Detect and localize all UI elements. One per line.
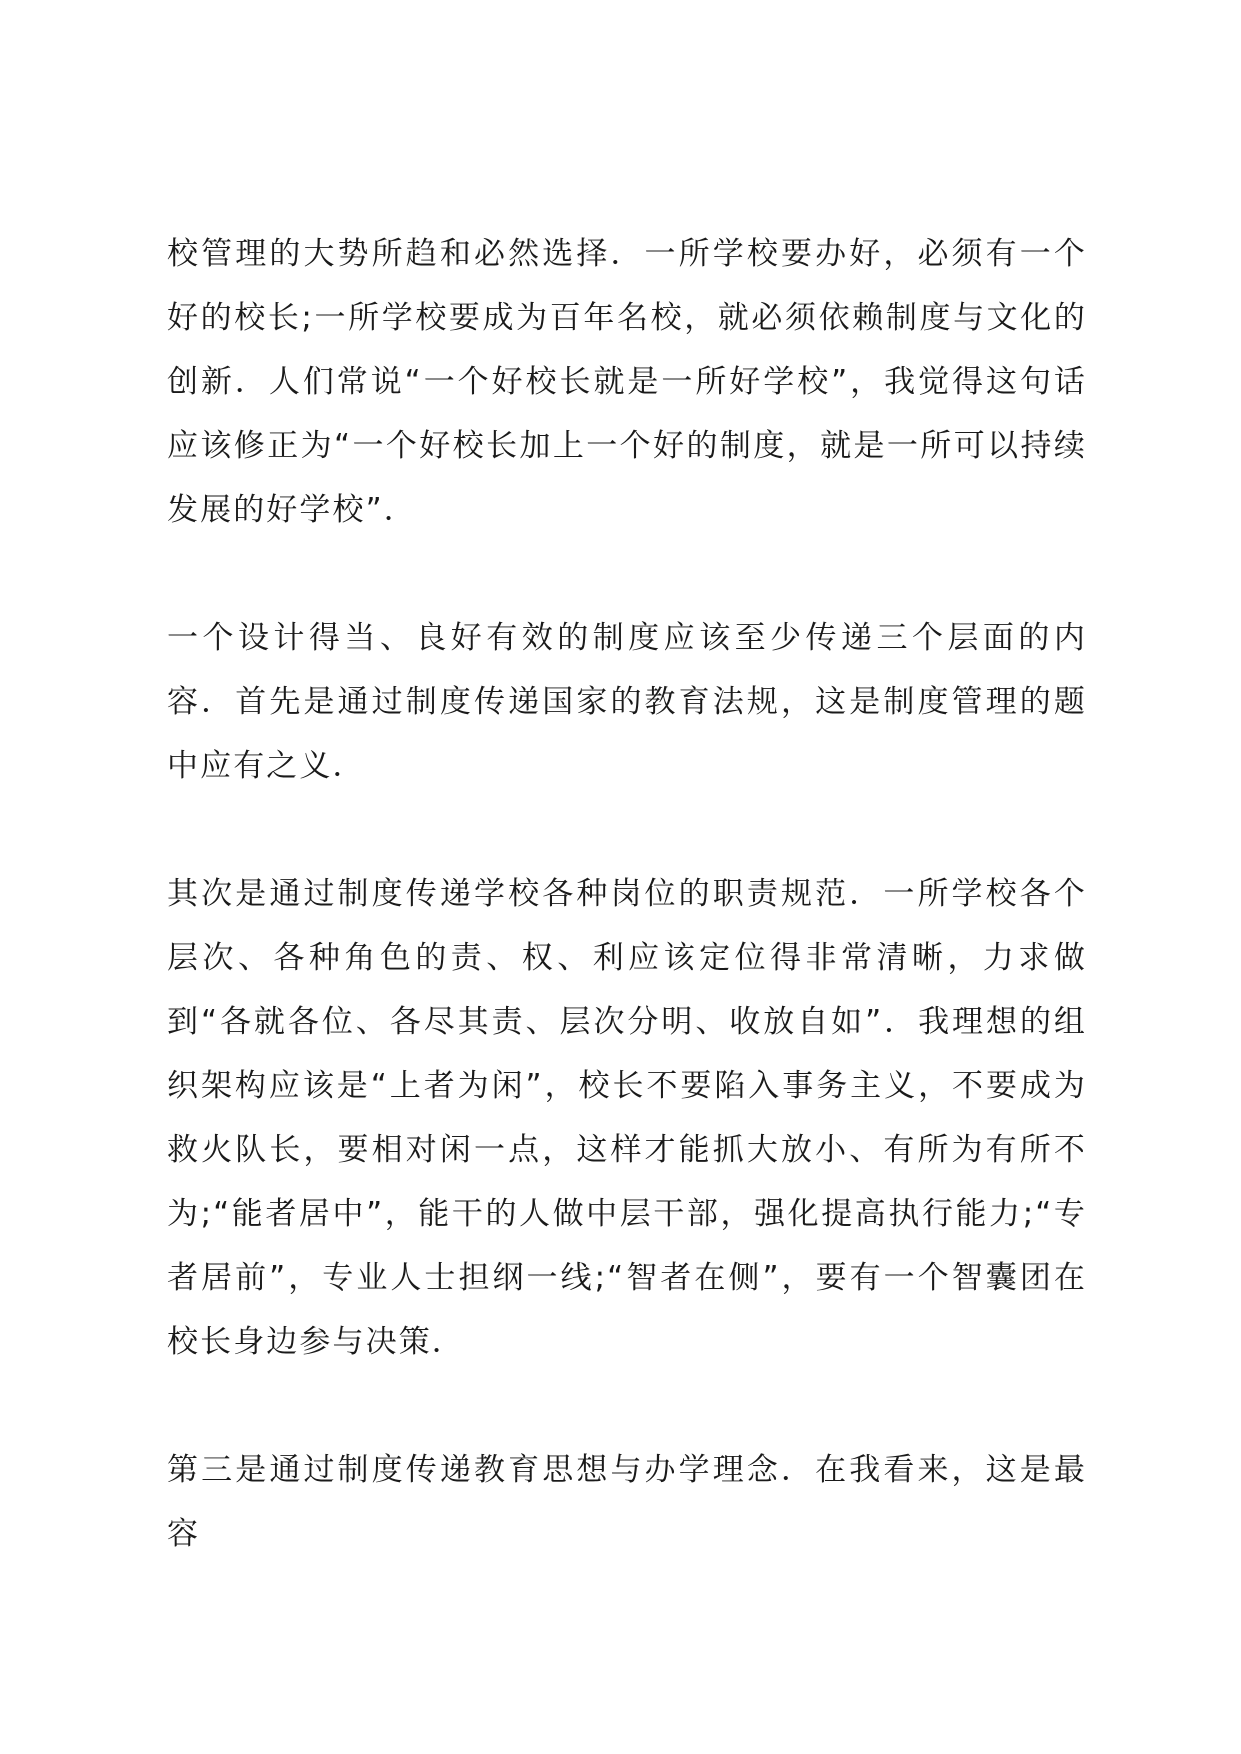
- paragraph-1: 校管理的大势所趋和必然选择．一所学校要办好，必须有一个好的校长;一所学校要成为百年名校，就必须依赖制度与文化的创新．人们常说“一个好校长就是一所好学校”，我觉得这句话应该修正为“一个好校长加上一个好的制度，就是一所可以持续发展的好学校”．: [167, 236, 1087, 528]
- paragraph-4: 第三是通过制度传递教育思想与办学理念．在我看来，这是最容: [167, 1452, 1087, 1552]
- paragraph-3: 其次是通过制度传递学校各种岗位的职责规范．一所学校各个层次、各种角色的责、权、利应该定位得非常清晰，力求做到“各就各位、各尽其责、层次分明、收放自如”．我理想的组织架构应该是“上者为闲”，校长不要陷入事务主义，不要成为救火队长，要相对闲一点，这样才能抓大放小、有所为有所不为;“能者居中”，能干的人做中层干部，强化提高执行能力;“专者居前”，专业人士担纲一线;“智者在侧”，要有一个智囊团在校长身边参与决策．: [167, 876, 1087, 1360]
- paragraph-2: 一个设计得当、良好有效的制度应该至少传递三个层面的内容．首先是通过制度传递国家的教育法规，这是制度管理的题中应有之义．: [167, 620, 1087, 784]
- document-body: [167, 222, 1087, 1566]
